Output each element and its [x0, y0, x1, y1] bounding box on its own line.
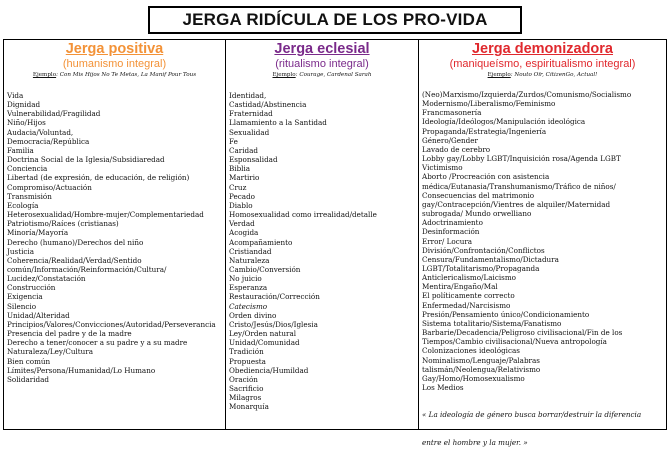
term-item: Cambio/Conversión	[229, 264, 301, 274]
term-item: común/Información/Reinformación/Cultura/	[7, 264, 167, 274]
term-item: Familia	[7, 145, 34, 155]
term-item: Acogida	[229, 228, 259, 238]
term-item: Doctrina Social de la Iglesia/Subsidiaredad	[7, 155, 165, 165]
term-item: Niño/Hijos	[7, 118, 46, 128]
term-item: Monarquía	[229, 402, 269, 412]
column-positive	[4, 40, 225, 429]
term-item: Coherencia/Realidad/Verdad/Sentido	[7, 255, 142, 265]
term-item: Vida	[7, 91, 24, 100]
term-item: Esponsalidad	[229, 155, 278, 165]
column-ecclesial	[225, 40, 418, 429]
term-item: Heterosexualidad/Hombre-mujer/Complementariedad	[7, 210, 204, 220]
term-item: Audacia/Voluntad,	[7, 127, 74, 137]
term-item: Presión/Pensamiento único/Condicionamiento	[422, 309, 590, 319]
term-item: Compromiso/Actuación	[7, 182, 92, 192]
column-header-demonizing	[419, 40, 666, 90]
term-item: Error/ Locura	[422, 236, 473, 246]
term-item: Minoría/Mayoría	[7, 228, 69, 238]
term-item: Catecismo	[229, 301, 268, 311]
term-item: Fe	[229, 136, 238, 146]
term-item: Construcción	[7, 283, 56, 293]
term-item: Propaganda/Estrategia/Ingeniería	[422, 126, 547, 136]
column-header-ecclesial	[226, 40, 418, 90]
example-label: Ejemplo	[32, 72, 57, 78]
term-item: Consecuencias del matrimonio	[422, 190, 535, 200]
term-item: Restauración/Corrección	[229, 292, 320, 302]
term-item: Exigencia	[7, 292, 43, 302]
term-item: Patriotismo/Raíces (cristianas)	[7, 219, 119, 229]
term-item: Bien común	[7, 356, 51, 366]
term-list-positive	[4, 90, 225, 384]
column-title-positive: Jerga positiva	[65, 41, 164, 57]
term-item: Mentira/Engaño/Mal	[422, 282, 498, 292]
term-item: Colonizaciones ideológicas	[422, 346, 520, 356]
term-item: Lavado de cerebro	[422, 144, 491, 154]
term-item: Adoctrinamiento	[422, 218, 483, 228]
term-item: No juicio	[229, 274, 262, 284]
term-item: Martirio	[229, 173, 260, 183]
term-item: Democracia/República	[7, 136, 90, 146]
column-title-demonizing: Jerga demonizadora	[471, 41, 613, 57]
example-label: Ejemplo	[272, 72, 296, 78]
term-item: Ideología/Ideólogos/Manipulación ideológica	[422, 117, 586, 127]
quote-line: entre el hombre y la mujer. »	[422, 437, 528, 447]
term-item: Esperanza	[229, 283, 268, 293]
term-item: Derecho a tener/conocer a su padre y a su madre	[7, 338, 188, 348]
term-item: Derecho (humano)/Derechos del niño	[7, 237, 144, 247]
term-item: Homosexualidad como irrealidad/detalle	[229, 210, 377, 220]
term-item: Lobby gay/Lobby LGBT/Inquisición rosa/Agenda LGBT	[422, 154, 621, 164]
term-item: Sexualidad	[229, 127, 270, 137]
term-item: Gay/Homo/Homosexualismo	[422, 373, 525, 383]
term-item: Justicia	[7, 246, 34, 256]
column-example-positive	[4, 71, 225, 79]
term-item: Castidad/Abstinencia	[229, 100, 307, 110]
term-item: Cruz	[229, 182, 247, 192]
term-item: Conciencia	[7, 164, 48, 174]
column-header-positive	[4, 40, 225, 90]
term-item: El políticamente correcto	[422, 291, 515, 301]
term-item: Llamamiento a la Santidad	[229, 118, 327, 128]
page-title	[148, 6, 522, 34]
term-item: Nominalismo/Lenguaje/Palabras	[422, 355, 540, 365]
term-item: LGBT/Totalitarismo/Propaganda	[422, 263, 540, 273]
term-item: Modernismo/Liberalismo/Feminismo	[422, 99, 556, 109]
term-item: Sistema totalitario/Sistema/Fanatismo	[422, 318, 562, 328]
gender-ideology-quote	[419, 392, 666, 465]
term-item: Lucidez/Constatación	[7, 274, 86, 284]
term-item: Oración	[229, 374, 258, 384]
term-item: Naturaleza/Ley/Cultura	[7, 347, 94, 357]
example-text: : Courage, Cardenal Sarah	[295, 72, 372, 78]
term-item: Censura/Fundamentalismo/Dictadura	[422, 254, 559, 264]
term-item: Pecado	[229, 191, 256, 201]
term-item: Silencio	[7, 301, 37, 311]
term-item: Orden divino	[229, 310, 277, 320]
term-item: Ecología	[7, 200, 39, 210]
term-item: gay/Contracepción/Vientres de alquiler/Maternidad	[422, 199, 611, 209]
example-label: Ejemplo	[487, 72, 511, 78]
term-item: Francmasonería	[422, 108, 482, 118]
term-item: Verdad	[229, 219, 255, 229]
term-item: subrogada/ Mundo orwelliano	[422, 209, 532, 219]
column-example-demonizing	[419, 71, 666, 79]
term-item: Cristo/Jesús/Dios/Iglesia	[229, 319, 318, 329]
term-item: Unidad/Alteridad	[7, 310, 70, 320]
term-item: Libertad (de expresión, de educación, de religión)	[7, 173, 190, 183]
term-item: Tradición	[229, 347, 264, 357]
term-item: Fraternidad	[229, 109, 273, 119]
column-subtitle-ecclesial: (ritualismo integral)	[275, 58, 369, 70]
term-item: (Neo)Marxismo/Izquierda/Zurdos/Comunismo/Socialismo	[422, 90, 632, 99]
term-item: médica/Eutanasia/Transhumanismo/Tráfico de niños/	[422, 181, 616, 191]
term-item: División/Confrontación/Conflictos	[422, 245, 545, 255]
term-item: Victimismo	[422, 163, 463, 173]
term-item: Unidad/Comunidad	[229, 338, 300, 348]
term-item: Desinformación	[422, 227, 480, 237]
term-item: Principios/Valores/Convicciones/Autoridad/Perseverancia	[7, 319, 216, 329]
term-item: Identidad,	[229, 91, 267, 100]
term-item: Dignidad	[7, 100, 41, 110]
term-item: Solidaridad	[7, 374, 49, 384]
term-item: Caridad	[229, 145, 259, 155]
column-title-ecclesial: Jerga eclesial	[274, 41, 370, 57]
quote-line: « La ideología de género busca borrar/destruir la diferencia	[422, 410, 642, 420]
term-item: Presencia del padre y de la madre	[7, 329, 132, 339]
term-item: Barbarie/Decadencia/Peligroso civilisacional/Fin de los	[422, 328, 623, 338]
term-item: Los Medios	[422, 383, 464, 392]
term-item: Naturaleza	[229, 255, 270, 265]
example-text: : Con Mis Hijos No Te Metas, La Manif Pour Tous	[56, 72, 197, 78]
term-item: Ley/Orden natural	[229, 329, 297, 339]
term-item: Diablo	[229, 200, 253, 210]
column-subtitle-positive: (humanismo integral)	[62, 58, 167, 70]
term-list-demonizing	[419, 90, 666, 392]
term-item: Biblia	[229, 164, 251, 174]
term-item: Acompañamiento	[229, 237, 293, 247]
term-item: talismán/Neolengua/Relativismo	[422, 364, 541, 374]
term-item: Obediencia/Humildad	[229, 365, 309, 375]
term-item: Vulnerabilidad/Fragilidad	[7, 109, 101, 119]
column-example-ecclesial	[226, 71, 418, 79]
term-item: Propuesta	[229, 356, 266, 366]
column-subtitle-demonizing: (maniqueísmo, espiritualismo integral)	[449, 58, 636, 70]
term-item: Género/Gender	[422, 135, 478, 145]
term-list-ecclesial	[226, 90, 418, 411]
term-item: Sacrificio	[229, 384, 264, 393]
term-item: Tiempos/Cambio civilisacional/Nueva antropología	[422, 337, 607, 347]
term-item: Cristiandad	[229, 246, 272, 256]
term-item: Milagros	[229, 393, 262, 403]
term-item: Aborto /Procreación con asistencia	[422, 172, 550, 182]
term-item: Transmisión	[7, 191, 52, 201]
example-text: : Nouto Oïr, CitizenGo, Actual!	[510, 72, 598, 78]
page-title-text: JERGA RIDÍCULA DE LOS PRO-VIDA	[182, 10, 488, 29]
column-demonizing	[418, 40, 666, 447]
term-item: Enfermedad/Narcisismo	[422, 300, 511, 310]
term-item: Anticlericalismo/Laicismo	[422, 273, 516, 283]
jargon-table	[3, 39, 667, 447]
term-item: Límites/Persona/Humanidad/Lo Humano	[7, 365, 156, 375]
